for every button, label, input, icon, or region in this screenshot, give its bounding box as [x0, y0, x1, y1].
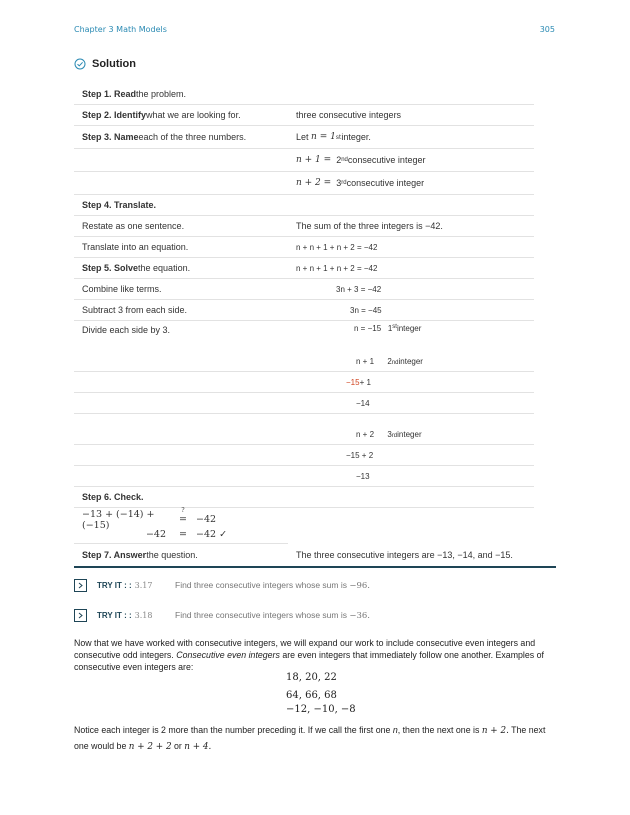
table-row — [74, 237, 534, 258]
step-label: Step 2. Identify — [82, 110, 147, 120]
math-expr: n = 1 — [311, 132, 336, 142]
equation: n + n + 1 + n + 2 = −42 — [296, 263, 378, 273]
table-row — [74, 393, 534, 414]
chevron-right-icon[interactable] — [74, 579, 87, 592]
check-rhs: −42 — [196, 514, 217, 525]
try-it-number: 3.18 — [134, 611, 153, 620]
step-text: the question. — [146, 550, 198, 560]
equation: n + n + 1 + n + 2 = −42 — [296, 242, 378, 252]
para-text: Notice each integer is 2 more than the number preceding it. If we call the first one — [74, 725, 393, 735]
step-text: integer — [396, 324, 422, 333]
para-text: or — [171, 741, 185, 751]
table-row — [74, 216, 534, 237]
table-row — [74, 172, 534, 195]
try-it-label: TRY IT : : — [97, 611, 132, 620]
sequence-2: 64, 66, 68 — [286, 690, 337, 701]
ordinal-sup: st — [392, 324, 397, 330]
substituted-value: −15 — [346, 377, 360, 387]
math-expr: −96. — [349, 581, 370, 591]
equation: 3n + 3 = −42 — [336, 284, 382, 294]
para-text: The next one would be — [74, 725, 546, 751]
try-it-number: 3.17 — [134, 581, 153, 590]
step-text: Divide each side by 3. — [82, 325, 171, 335]
check-equation — [82, 507, 228, 542]
step-result: The sum of the three integers is −42. — [296, 221, 443, 231]
check-lhs: −42 — [145, 529, 166, 540]
try-it-prompt: Find three consecutive integers whose sum is — [175, 580, 350, 590]
try-it-text — [175, 610, 575, 621]
para-text: Now that we have worked with consecutive integers, we will expand our work to include consecutive even integers and consecutive odd integers. — [74, 638, 536, 660]
equation: −14 — [356, 398, 370, 408]
ordinal-sup: nd — [391, 360, 399, 366]
ordinal-num: 3 — [387, 430, 392, 439]
step-label: Step 6. Check. — [82, 492, 144, 502]
try-it-prompt: Find three consecutive integers whose sum is — [175, 610, 350, 620]
step-label: Step 3. Name — [82, 132, 139, 142]
table-row — [74, 544, 534, 567]
table-row — [74, 300, 534, 321]
table-row — [74, 414, 534, 445]
table-row — [74, 195, 534, 216]
table-row — [74, 445, 534, 466]
step-text: Translate into an equation. — [82, 242, 189, 252]
step-text: consecutive integer — [346, 178, 425, 188]
step-result: Let — [296, 132, 309, 142]
para-text: are even integers that immediately follow one another. Examples of consecutive even integers are: — [74, 650, 544, 672]
math-expr: n + 2. — [481, 726, 509, 736]
term-italic: Consecutive even integers — [176, 650, 280, 660]
table-row — [74, 149, 534, 172]
check-rhs: −42 ✓ — [196, 529, 228, 540]
equation: −15 + 2 — [346, 450, 374, 460]
try-it-318[interactable] — [74, 609, 370, 622]
equals-sign: = — [179, 529, 187, 540]
step-text: integer. — [341, 132, 371, 142]
table-row — [74, 508, 534, 544]
step-text: what we are looking for. — [146, 110, 241, 120]
step-label: Step 1. Read — [82, 89, 137, 99]
chevron-right-icon[interactable] — [74, 609, 87, 622]
step-text: the equation. — [138, 263, 191, 273]
math-expr: −36. — [349, 611, 370, 621]
step-text: consecutive integer — [347, 155, 426, 165]
ordinal-num: 1 — [387, 324, 393, 333]
ordinal-sup: rd — [391, 433, 398, 439]
step-text: integer — [397, 430, 422, 439]
chapter-header: Chapter 3 Math Models — [74, 25, 167, 34]
step-text: Restate as one sentence. — [82, 221, 185, 231]
table-row — [74, 258, 534, 279]
paragraph-notice — [74, 723, 556, 755]
math-expr: n + 1 = — [296, 155, 332, 165]
table-row — [74, 372, 534, 393]
step-label: Step 4. Translate. — [82, 200, 157, 210]
math-expr: n + 2 = — [296, 178, 332, 188]
step-text: Subtract 3 from each side. — [82, 305, 188, 315]
step-text: Combine like terms. — [82, 284, 162, 294]
table-row — [74, 279, 534, 300]
try-it-text — [175, 580, 575, 591]
step-result: three consecutive integers — [296, 110, 402, 120]
ordinal-num: 2 — [336, 155, 342, 165]
step-result: The three consecutive integers are −13, −14, and −15. — [296, 550, 513, 560]
solution-title: Solution — [92, 58, 136, 70]
para-text: , then the next one is — [397, 725, 482, 735]
solution-table — [74, 84, 534, 567]
table-row — [74, 487, 534, 508]
table-row — [74, 343, 534, 372]
step-label: Step 7. Answer — [82, 550, 147, 560]
equation: + 1 — [359, 377, 371, 387]
math-expr: n + 2 + 2 — [128, 742, 172, 752]
equals-sign: = — [179, 514, 187, 525]
try-it-317[interactable] — [74, 579, 370, 592]
ordinal-sup: rd — [341, 180, 347, 186]
ordinal-sup: nd — [341, 157, 348, 163]
page-number: 305 — [539, 25, 555, 34]
step-text: each of the three numbers. — [138, 132, 247, 142]
check-circle-icon — [74, 58, 86, 70]
step-text: the problem. — [136, 89, 187, 99]
table-row — [74, 321, 534, 343]
table-row — [74, 84, 534, 105]
equation: 3n = −45 — [350, 305, 382, 315]
ordinal-num: 2 — [387, 357, 392, 366]
table-row — [74, 105, 534, 126]
step-text: integer — [398, 357, 423, 366]
step-label: Step 5. Solve — [82, 263, 139, 273]
ordinal-num: 3 — [336, 178, 342, 188]
equation: n + 2 — [356, 430, 375, 439]
check-lhs: −13 + (−14) + (−15) — [82, 508, 155, 531]
sequence-1: 18, 20, 22 — [286, 672, 337, 683]
math-expr: n + 4. — [184, 742, 212, 752]
equation: n = −15 — [354, 324, 382, 333]
sequence-3: −12, −10, −8 — [286, 704, 356, 715]
paragraph-consecutive-even — [74, 637, 556, 673]
try-it-label: TRY IT : : — [97, 581, 132, 590]
equation: −13 — [356, 471, 370, 481]
table-row — [74, 126, 534, 149]
solution-heading — [74, 58, 136, 70]
term-italic: n — [392, 725, 398, 735]
ordinal-sup: st — [335, 133, 342, 141]
table-row — [74, 466, 534, 487]
question-mark: ? — [181, 507, 185, 514]
equation: n + 1 — [356, 357, 375, 366]
section-divider — [74, 566, 556, 568]
